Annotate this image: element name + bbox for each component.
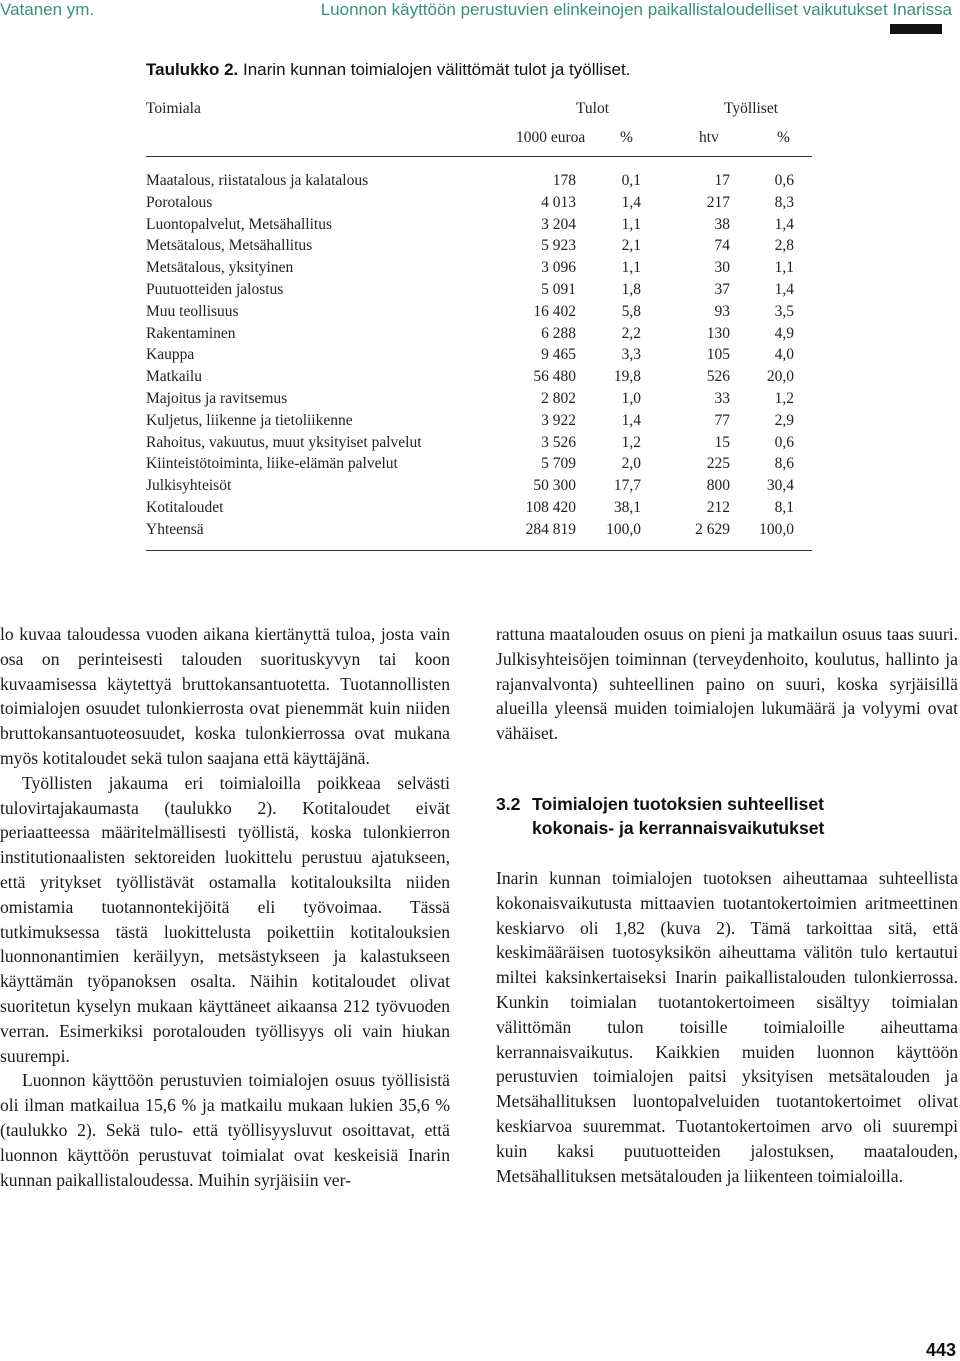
- row-tulot-pct: 1,4: [621, 411, 641, 429]
- row-tulot-pct: 17,7: [613, 477, 641, 495]
- row-htv: 212: [706, 498, 730, 516]
- header-tulot: Tulot: [576, 100, 610, 117]
- row-htv: 15: [714, 433, 730, 451]
- row-htv: 800: [706, 477, 730, 495]
- running-header-title: Luonnon käyttöön perustuvien elinkeinojen paikallistaloudelliset vaikutukset Inarissa: [320, 0, 952, 19]
- section-title-line-1: Toimialojen tuotoksien suhteelliset: [532, 793, 824, 814]
- text-column-left: [0, 622, 450, 1192]
- paragraph: Luonnon käyttöön perustuvien toimialojen osuus työllisistä oli ilman matkailua 15,6 % ja matkailu mukaan lukien 35,6 % (taulukko 2). Sekä tulo- että työllisyysluvut osoittavat, että luonnon käyttöön perustuvat toimialat ovat keskeisiä Inarin kunnan paikallistaloudessa. Muihin syrjäisiin ver-: [0, 1070, 450, 1190]
- row-htv: 30: [714, 259, 730, 277]
- table-row: [146, 475, 812, 497]
- table-row: [146, 257, 812, 279]
- row-tulot-pct: 1,1: [621, 259, 641, 277]
- row-tulot: 56 480: [533, 368, 576, 386]
- row-htv: 74: [714, 237, 730, 255]
- row-tulot: 5 923: [541, 237, 576, 255]
- row-tulot-pct: 1,0: [621, 389, 641, 407]
- row-tulot-pct: 5,8: [621, 302, 641, 320]
- table-row: [146, 192, 812, 214]
- row-htv: 526: [706, 368, 730, 386]
- table-row: [146, 432, 812, 454]
- table-row: [146, 279, 812, 301]
- table-row: [146, 344, 812, 366]
- row-tulot: 2 802: [541, 389, 576, 407]
- section-number: 3.2: [496, 793, 521, 814]
- row-htv: 38: [714, 215, 730, 233]
- row-tulot: 3 922: [541, 411, 576, 429]
- table-row: [146, 410, 812, 432]
- row-htv: 105: [706, 346, 730, 364]
- header-tulot-pct: %: [620, 129, 633, 146]
- row-htv: 93: [714, 302, 730, 320]
- row-name: Rakentaminen: [146, 324, 236, 342]
- page-number: 443: [925, 1340, 956, 1360]
- section-heading: [496, 792, 958, 840]
- row-htv: 217: [706, 193, 730, 211]
- row-tulot: 5 709: [541, 455, 576, 473]
- row-tulot-pct: 3,3: [621, 346, 641, 364]
- row-htv: 33: [714, 389, 730, 407]
- row-htv-pct: 20,0: [766, 368, 794, 386]
- row-name: Porotalous: [146, 193, 213, 211]
- row-name: Puutuotteiden jalostus: [146, 280, 284, 298]
- header-tyo-pct: %: [777, 129, 790, 146]
- row-htv-pct: 2,8: [774, 237, 794, 255]
- table-row: [146, 366, 812, 388]
- table-row: [146, 214, 812, 236]
- row-htv-pct: 4,9: [774, 324, 794, 342]
- row-htv-pct: 2,9: [774, 411, 794, 429]
- row-tulot-pct: 1,1: [621, 215, 641, 233]
- row-tulot-pct: 2,0: [621, 455, 641, 473]
- row-htv-pct: 1,4: [774, 280, 794, 298]
- table-bottom-rule: [146, 550, 812, 551]
- row-tulot: 5 091: [541, 280, 576, 298]
- row-name: Maatalous, riistatalous ja kalatalous: [146, 172, 369, 189]
- row-name: Yhteensä: [146, 520, 204, 538]
- row-name: Muu teollisuus: [146, 302, 239, 320]
- row-tulot-pct: 38,1: [613, 498, 641, 516]
- row-htv-pct: 1,4: [774, 215, 794, 233]
- row-tulot: 3 096: [541, 259, 576, 277]
- header-toimiala: Toimiala: [146, 100, 201, 117]
- table-title: Inarin kunnan toimialojen välittömät tulot ja työlliset.: [243, 60, 631, 79]
- table-row: [146, 453, 812, 475]
- row-tulot: 284 819: [525, 520, 576, 538]
- row-tulot: 108 420: [525, 498, 576, 516]
- row-htv-pct: 1,1: [774, 259, 794, 277]
- row-htv-pct: 8,6: [774, 455, 794, 473]
- row-tulot: 9 465: [541, 346, 576, 364]
- row-htv-pct: 1,2: [774, 389, 794, 407]
- table-header-row-1: [146, 100, 812, 122]
- row-name: Julkisyhteisöt: [146, 477, 232, 495]
- row-htv-pct: 8,1: [774, 498, 794, 516]
- row-htv: 130: [706, 324, 730, 342]
- row-htv-pct: 0,6: [774, 433, 794, 451]
- table-row: [146, 519, 812, 541]
- row-name: Majoitus ja ravitsemus: [146, 389, 288, 407]
- row-name: Luontopalvelut, Metsähallitus: [146, 215, 332, 233]
- row-name: Metsätalous, yksityinen: [146, 259, 294, 277]
- row-htv-pct: 3,5: [774, 302, 794, 320]
- row-htv: 2 629: [695, 520, 730, 538]
- row-tulot: 3 526: [541, 433, 576, 451]
- row-tulot: 16 402: [533, 302, 576, 320]
- table-header-rule: [146, 156, 812, 157]
- row-tulot: 3 204: [541, 215, 576, 233]
- row-htv: 37: [714, 280, 730, 298]
- paragraph: rattuna maatalouden osuus on pieni ja matkailun osuus taas suuri. Julkisyhteisöjen toiminnan (terveydenhoito, koulutus, hallinto ja rajanvalvonta) suhteellinen paino on suuri, koska syrjäisillä alueilla yleensä muiden toimialojen lukumäärä ja volyymi ovat vähäiset.: [496, 624, 958, 744]
- row-name: Kiinteistötoiminta, liike-elämän palvelut: [146, 455, 398, 473]
- table-caption: [146, 60, 630, 80]
- table-label: Taulukko 2.: [146, 60, 239, 79]
- row-htv-pct: 0,6: [774, 172, 794, 189]
- row-name: Rahoitus, vakuutus, muut yksityiset palvelut: [146, 433, 422, 451]
- table-row: [146, 170, 812, 192]
- table-row: [146, 388, 812, 410]
- row-tulot-pct: 1,8: [621, 280, 641, 298]
- header-bar: [890, 24, 942, 34]
- running-header-author: Vatanen ym.: [0, 0, 95, 19]
- header-tulot-unit: 1000 euroa: [516, 129, 586, 146]
- section-title-line-2: kokonais- ja kerrannaisvaikutukset: [532, 817, 825, 838]
- row-name: Kauppa: [146, 346, 195, 364]
- row-htv-pct: 100,0: [759, 520, 794, 538]
- row-tulot-pct: 1,4: [621, 193, 641, 211]
- header-tyo-unit: htv: [699, 129, 719, 146]
- row-name: Metsätalous, Metsähallitus: [146, 237, 313, 255]
- row-tulot-pct: 100,0: [606, 520, 641, 538]
- paragraph: Työllisten jakauma eri toimialoilla poikkeaa selvästi tulovirtajakaumasta (taulukko 2). Kotitaloudet eivät periaatteessa määritelmällisesti työllistä, koska tulonkierron institutionaalisten sektoreiden luokittelu perustuu ajatukseen, että yritykset työllistävät ostamalla kotitalouksilta niiden omistamia tuotannontekijöitä eli työvoimaa. Tässä tutkimuksessa tästä luokittelusta poikettiin kotitalouksien luonnonantimien keräilyyn, metsästykseen ja kalastukseen käyttämän työpanoksen osalta. Näihin kotitaloudet olivat suoritetun kyselyn mukaan käyttäneet aikaansa 212 työvuoden verran. Esimerkiksi porotalouden työllisyys oli vain hiukan suurempi.: [0, 772, 450, 1066]
- table-row: [146, 497, 812, 519]
- row-name: Matkailu: [146, 368, 202, 386]
- row-tulot: 50 300: [533, 477, 576, 495]
- paragraph: Inarin kunnan toimialojen tuotoksen aiheuttamaa suhteellista kokonaisvaikutusta mittaavien tuotantokertoimien aritmeettinen keskiarvo oli 1,82 (kuva 2). Tämä tarkoittaa sitä, että keskimääräisen tuotosyksikön aiheuttama välitön tulo kertautui miltei kaksinkertaiseksi Inarin paikallistalouden tulonkierrossa. Kunkin toimialan tuotantokertoimeen sisältyy toimialan välittömän tulon toisille toimialoille aiheuttama kerrannaisvaikutus. Kaikkien muiden luonnon käyttöön perustuvien toimialojen paitsi yksityisen metsätalouden ja Metsähallituksen luontopalveluiden tuotantokertoimet olivat keskiarvoa suuremmat. Tuotantokertoimen arvo oli suurempi kuin kaksi puutuotteiden jalostuksen, maatalouden, Metsähallituksen metsätalouden ja liikenteen toimialoilla.: [496, 867, 958, 1186]
- row-htv: 17: [714, 172, 730, 189]
- row-tulot: 6 288: [541, 324, 576, 342]
- row-tulot: 178: [552, 172, 576, 189]
- table-header-row-2: [146, 129, 812, 151]
- row-name: Kotitaloudet: [146, 498, 224, 516]
- row-tulot: 4 013: [541, 193, 576, 211]
- row-name: Kuljetus, liikenne ja tietoliikenne: [146, 411, 353, 429]
- paragraph: lo kuvaa taloudessa vuoden aikana kiertänyttä tuloa, josta vain osa on perinteisesti talouden suorituskyvyn tai koon kuvaamisessa käytettyä bruttokansantuotetta. Tuotannollisten toimialojen osuudet tulonkierrosta ovat pienemmät kuin niiden bruttokansantuoteosuudet, koska tulonkierrossa ovat mukana myös kotitaloudet sekä tulon saajana että käyttäjänä.: [0, 624, 450, 768]
- row-tulot-pct: 2,2: [621, 324, 641, 342]
- row-htv-pct: 4,0: [774, 346, 794, 364]
- table-row: [146, 301, 812, 323]
- row-htv-pct: 30,4: [766, 477, 794, 495]
- table-body: [146, 170, 812, 541]
- row-tulot-pct: 0,1: [621, 172, 641, 189]
- row-tulot-pct: 2,1: [621, 237, 641, 255]
- row-htv: 77: [714, 411, 730, 429]
- row-tulot-pct: 19,8: [613, 368, 641, 386]
- table-row: [146, 235, 812, 257]
- header-tyolliset: Työlliset: [724, 100, 779, 117]
- row-htv: 225: [706, 455, 730, 473]
- row-htv-pct: 8,3: [774, 193, 794, 211]
- table-row: [146, 323, 812, 345]
- text-column-right: [496, 622, 958, 1188]
- row-tulot-pct: 1,2: [621, 433, 641, 451]
